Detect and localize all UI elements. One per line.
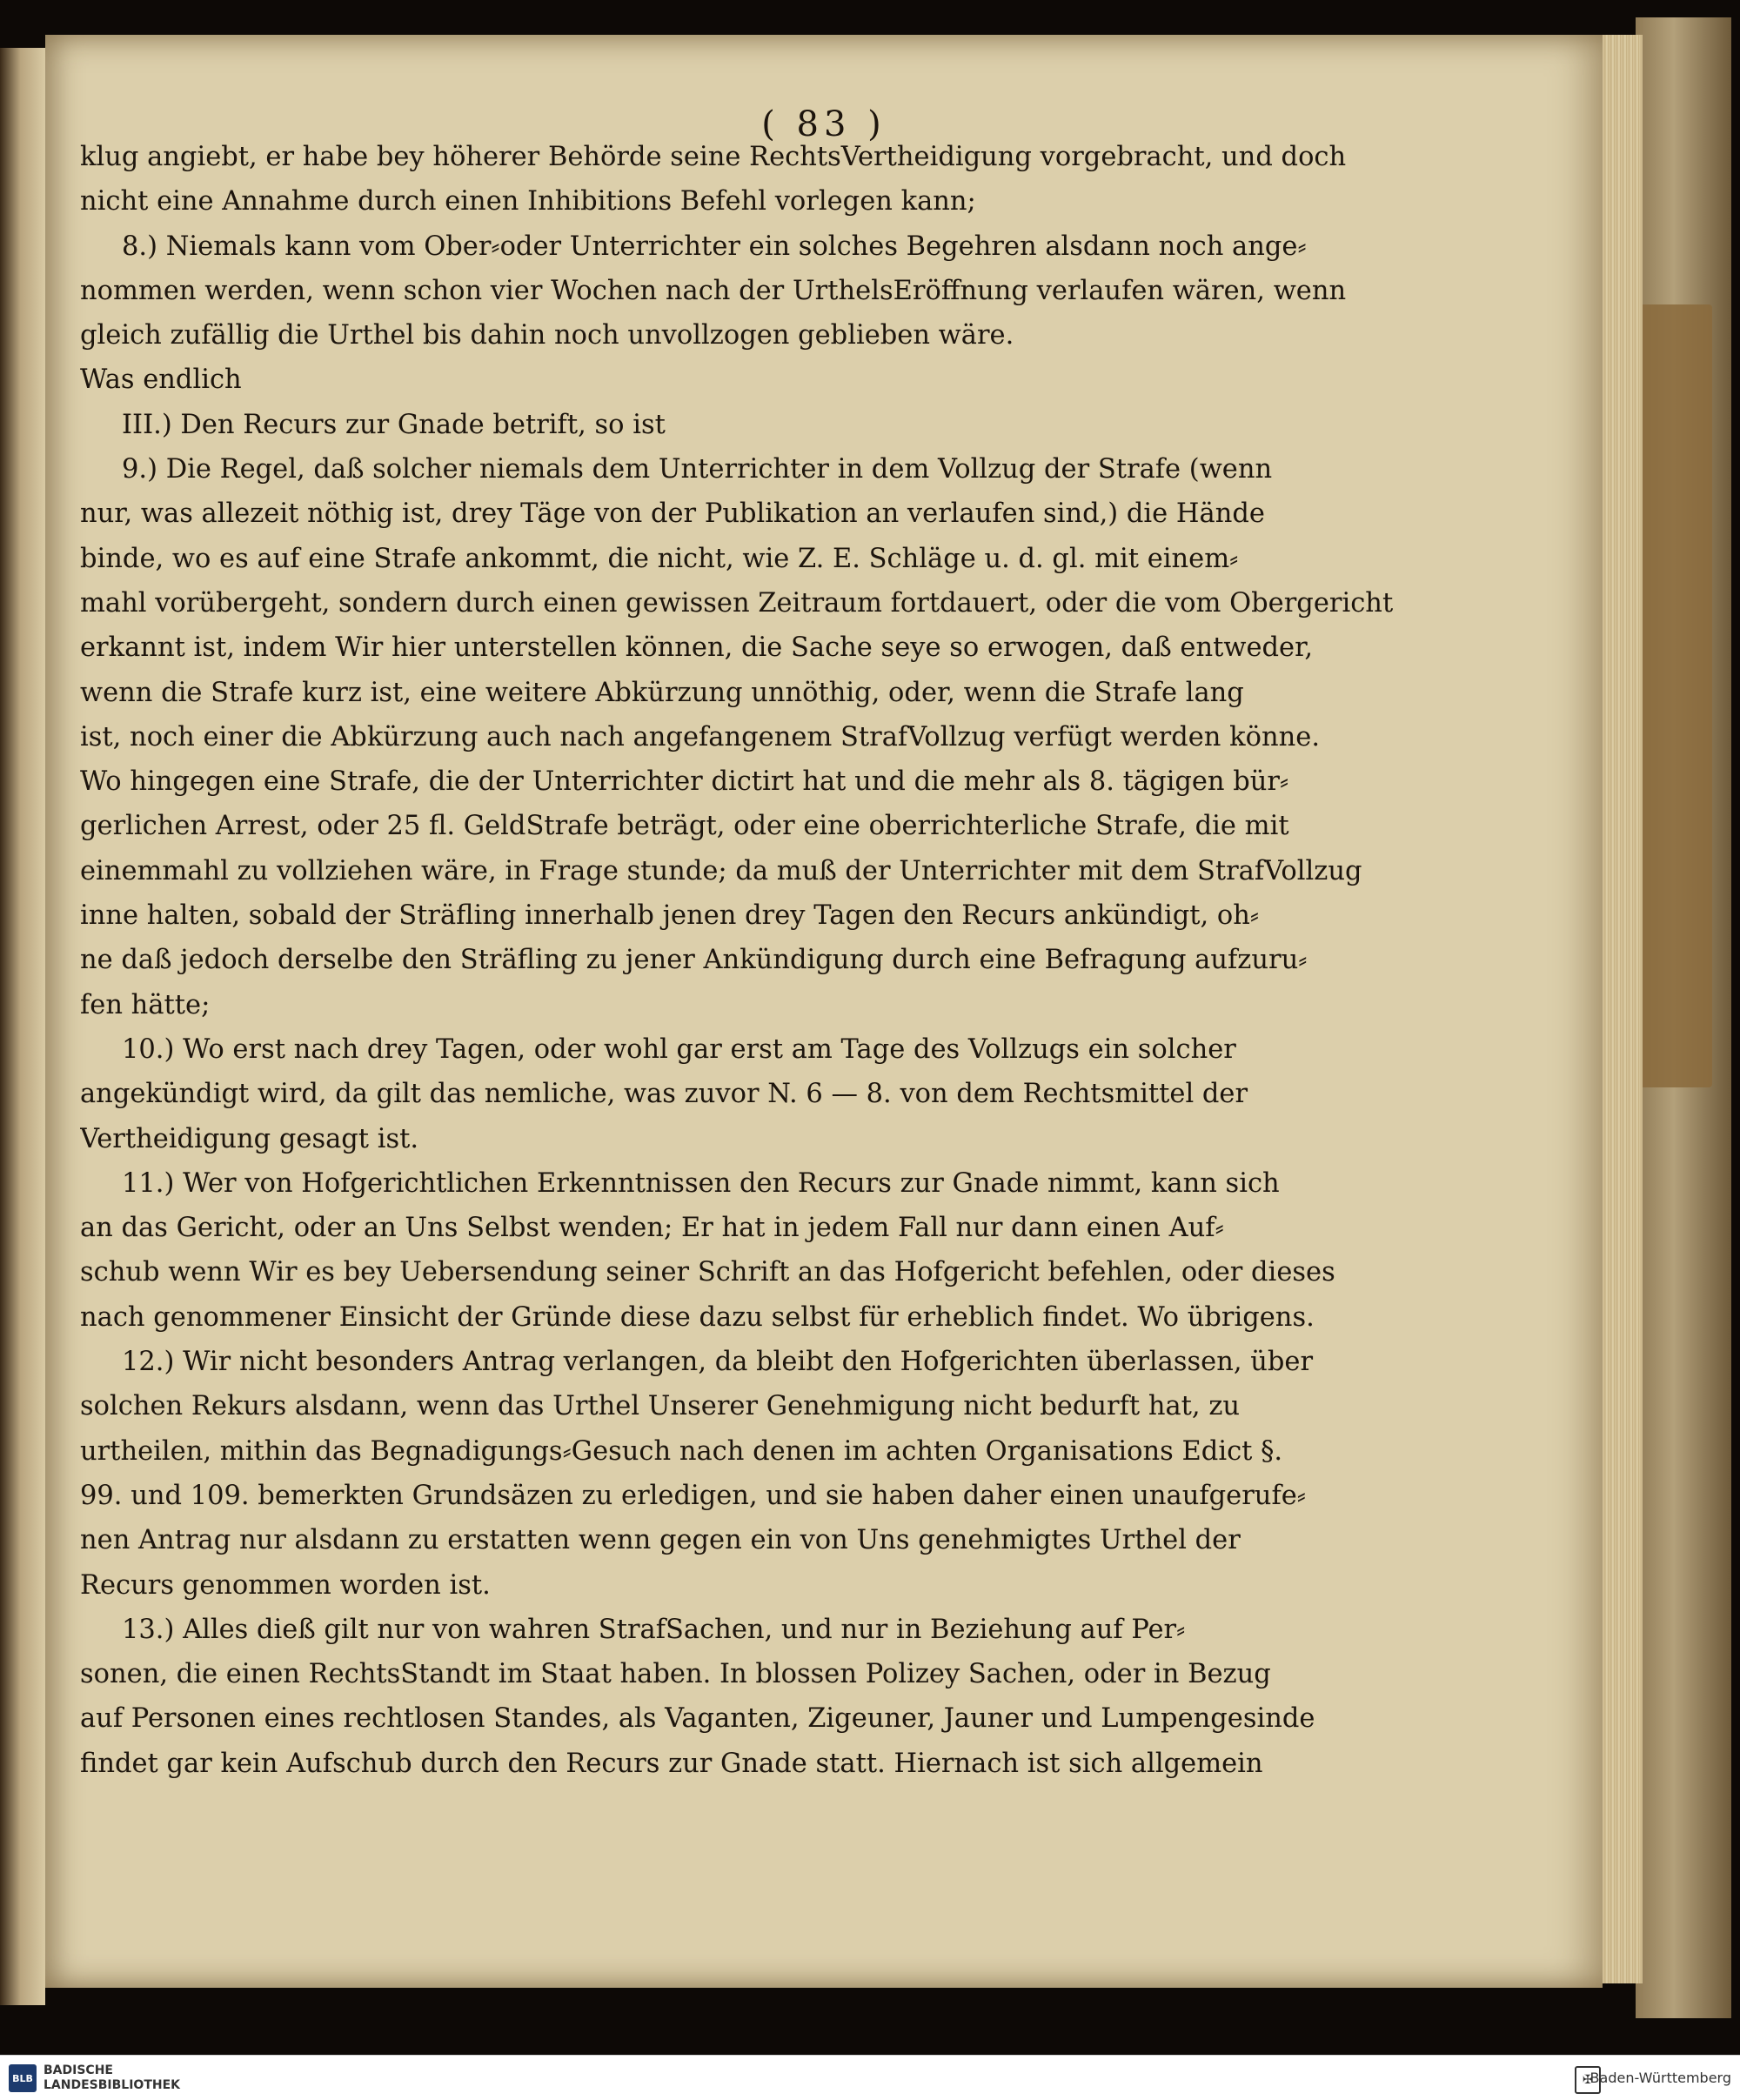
text-line: wenn die Strafe kurz ist, eine weitere Abkürzung unnöthig, oder, wenn die Strafe lang bbox=[80, 677, 1244, 708]
text-line: Vertheidigung gesagt ist. bbox=[80, 1123, 419, 1154]
text-line: nach genommener Einsicht der Gründe diese dazu selbst für erheblich findet. Wo übrigens. bbox=[80, 1301, 1315, 1333]
paper-stain bbox=[1634, 304, 1712, 1087]
text-line: angekündigt wird, da gilt das nemliche, was zuvor N. 6 — 8. von dem Rechtsmittel der bbox=[80, 1079, 1248, 1110]
text-line: Was endlich bbox=[80, 364, 242, 396]
text-line: findet gar kein Aufschub durch den Recurs zur Gnade statt. Hiernach ist sich allgemein bbox=[80, 1748, 1263, 1779]
text-line: nur, was allezeit nöthig ist, drey Täge von der Publikation an verlaufen sind,) die Hände bbox=[80, 498, 1265, 530]
text-line: 12.) Wir nicht besonders Antrag verlangen, da bleibt den Hofgerichten überlassen, über bbox=[122, 1347, 1314, 1378]
text-line: erkannt ist, indem Wir hier unterstellen können, die Sache seye so erwogen, daß entweder, bbox=[80, 632, 1314, 664]
library-name-line1: BADISCHE bbox=[44, 2063, 113, 2077]
text-line: einemmahl zu vollziehen wäre, in Frage stunde; da muß der Unterrichter mit dem StrafVollzug bbox=[80, 855, 1362, 886]
text-line: inne halten, sobald der Sträfling innerhalb jenen drey Tagen den Recurs ankündigt, oh⸗ bbox=[80, 900, 1260, 932]
text-line: ne daß jedoch derselbe den Sträfling zu jener Ankündigung durch eine Befragung aufzuru⸗ bbox=[80, 945, 1308, 976]
text-line: 10.) Wo erst nach drey Tagen, oder wohl gar erst am Tage des Vollzugs ein solcher bbox=[122, 1033, 1236, 1065]
text-line: nen Antrag nur alsdann zu erstatten wenn gegen ein von Uns genehmigtes Urthel der bbox=[80, 1525, 1241, 1556]
text-line: nommen werden, wenn schon vier Wochen nach der UrthelsEröffnung verlaufen wären, wenn bbox=[80, 275, 1347, 306]
text-line: sonen, die einen RechtsStandt im Staat haben. In blossen Polizey Sachen, oder in Bezug bbox=[80, 1659, 1271, 1690]
text-line: ist, noch einer die Abkürzung auch nach angefangenem StrafVollzug verfügt werden könne. bbox=[80, 721, 1321, 752]
text-line: an das Gericht, oder an Uns Selbst wenden; Er hat in jedem Fall nur dann einen Auf⸗ bbox=[80, 1213, 1224, 1244]
text-line: schub wenn Wir es bey Uebersendung seiner Schrift an das Hofgericht befehlen, oder dieses bbox=[80, 1257, 1335, 1288]
text-line: mahl vorübergeht, sondern durch einen gewissen Zeitraum fortdauert, oder die vom Obergericht bbox=[80, 587, 1394, 619]
viewer-footer bbox=[0, 2055, 1740, 2100]
text-line: 13.) Alles dieß gilt nur von wahren StrafSachen, und nur in Beziehung auf Per⸗ bbox=[122, 1614, 1186, 1645]
text-line: III.) Den Recurs zur Gnade betrift, so ist bbox=[122, 409, 666, 440]
text-line: Wo hingegen eine Strafe, die der Unterrichter dictirt hat und die mehr als 8. tägigen bür⸗ bbox=[80, 766, 1289, 798]
text-line: gleich zufällig die Urthel bis dahin noch unvollzogen geblieben wäre. bbox=[80, 320, 1014, 351]
text-body bbox=[80, 135, 1462, 1786]
text-line: nicht eine Annahme durch einen Inhibitions Befehl vorlegen kann; bbox=[80, 186, 976, 217]
text-line: 11.) Wer von Hofgerichtlichen Erkenntnissen den Recurs zur Gnade nimmt, kann sich bbox=[122, 1167, 1280, 1199]
library-name bbox=[44, 2063, 180, 2093]
state-name: Baden-Württemberg bbox=[1589, 2070, 1731, 2086]
text-line: auf Personen eines rechtlosen Standes, als Vaganten, Zigeuner, Jauner und Lumpengesinde bbox=[80, 1703, 1315, 1735]
page-number: ( 83 ) bbox=[761, 104, 887, 144]
text-line: Recurs genommen worden ist. bbox=[80, 1569, 491, 1601]
text-line: urtheilen, mithin das Begnadigungs⸗Gesuch nach denen im achten Organisations Edict §. bbox=[80, 1435, 1283, 1467]
blb-logo-icon[interactable]: BLB bbox=[9, 2064, 37, 2092]
text-line: 8.) Niemals kann vom Ober⸗oder Unterrichter ein solches Begehren alsdann noch ange⸗ bbox=[122, 231, 1307, 262]
text-line: klug angiebt, er habe bey höherer Behörde seine RechtsVertheidigung vorgebracht, und doch bbox=[80, 142, 1347, 172]
text-line: 9.) Die Regel, daß solcher niemals dem Unterrichter in dem Vollzug der Strafe (wenn bbox=[122, 454, 1273, 485]
text-line: solchen Rekurs alsdann, wenn das Urthel Unserer Genehmigung nicht bedurft hat, zu bbox=[80, 1391, 1241, 1422]
library-name-line2: LANDESBIBLIOTHEK bbox=[44, 2078, 181, 2092]
left-page-edge bbox=[0, 48, 45, 2005]
text-line: gerlichen Arrest, oder 25 fl. GeldStrafe beträgt, oder eine oberrichterliche Strafe, die mit bbox=[80, 811, 1289, 842]
text-line: 99. und 109. bemerkten Grundsäzen zu erledigen, und sie haben daher einen unaufgerufe⸗ bbox=[80, 1480, 1306, 1511]
state-crest-icon[interactable]: ✠ bbox=[1575, 2066, 1601, 2094]
text-line: fen hätte; bbox=[80, 989, 211, 1020]
text-line: binde, wo es auf eine Strafe ankommt, die nicht, wie Z. E. Schläge u. d. gl. mit einem⸗ bbox=[80, 543, 1239, 574]
